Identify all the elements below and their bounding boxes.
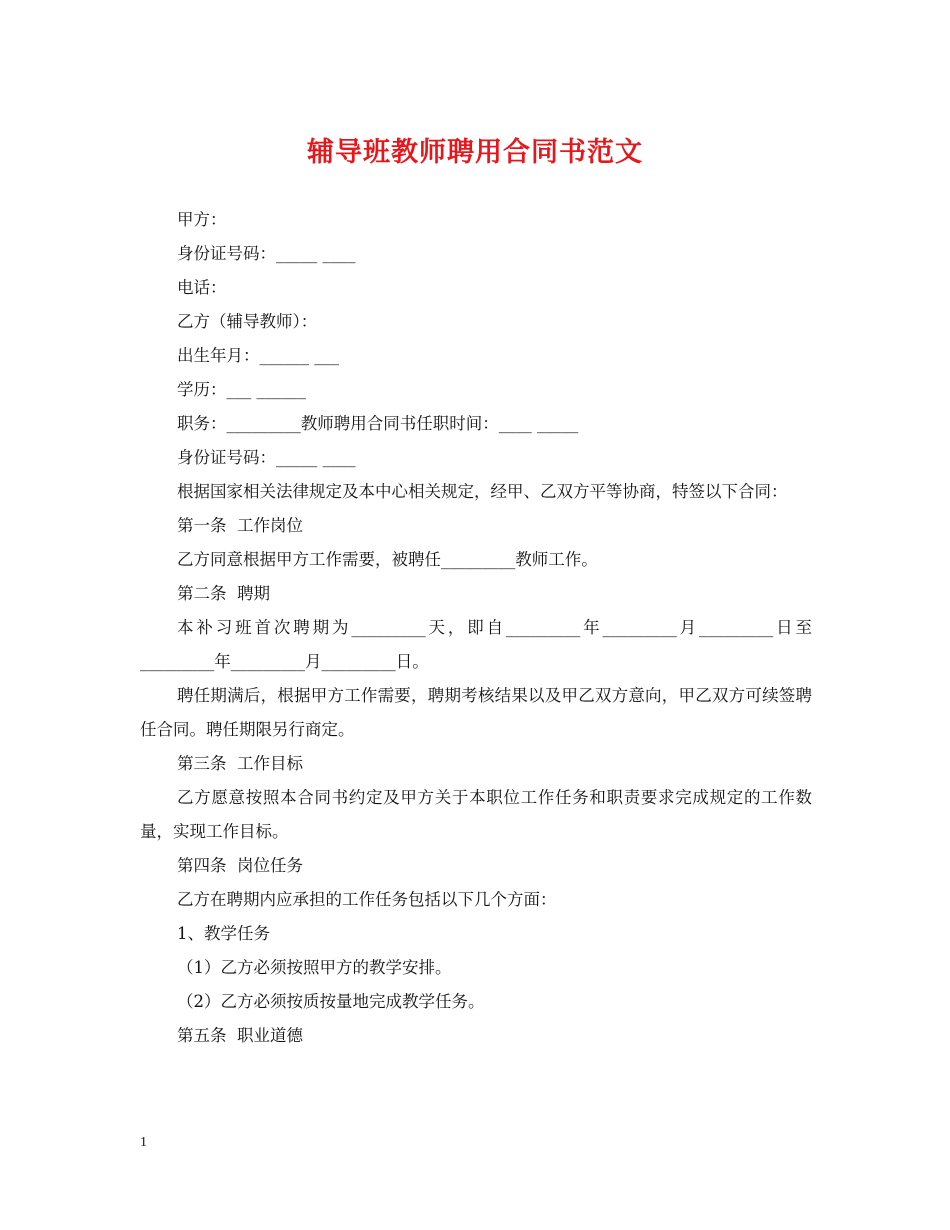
article-1-heading: 第一条 工作岗位 [177, 516, 303, 535]
teaching-task-heading: 1、教学任务 [177, 924, 270, 943]
party-b-line: 乙方（辅导教师）： [177, 312, 318, 331]
preamble-paragraph: 根据国家相关法律规定及本中心相关规定，经甲、乙双方平等协商，特签以下合同： [177, 482, 788, 501]
article-3-heading: 第三条 工作目标 [177, 754, 303, 773]
teaching-task-item-1: （1）乙方必须按照甲方的教学安排。 [177, 958, 452, 977]
article-2-heading: 第二条 聘期 [177, 584, 270, 603]
page-number: 1 [140, 1135, 147, 1150]
party-b-id-line: 身份证号码：_____ ____ [177, 448, 356, 467]
article-4-heading: 第四条 岗位任务 [177, 856, 303, 875]
education-line: 学历：___ ______ [177, 380, 306, 399]
teaching-task-item-2: （2）乙方必须按质按量地完成教学任务。 [177, 992, 485, 1011]
article-4-paragraph: 乙方在聘期内应承担的工作任务包括以下几个方面： [177, 890, 557, 909]
article-2-renewal-paragraph: 聘任期满后，根据甲方工作需要，聘期考核结果以及甲乙双方意向，甲乙双方可续签聘任合同。聘任期限另行商定。 [140, 686, 812, 739]
document-title: 辅导班教师聘用合同书范文 [307, 137, 643, 168]
article-2-term-paragraph: 本补习班首次聘期为_________天，即自_________年_________月_________日至_________年_________月_________日。 [140, 618, 812, 671]
position-line: 职务：_________教师聘用合同书任职时间：____ _____ [177, 414, 579, 433]
party-a-id-line: 身份证号码：_____ ____ [177, 244, 356, 263]
article-5-heading: 第五条 职业道德 [177, 1026, 303, 1045]
document-body [140, 203, 812, 1053]
article-1-paragraph: 乙方同意根据甲方工作需要，被聘任_________教师工作。 [177, 550, 598, 569]
birth-date-line: 出生年月：______ ___ [177, 346, 339, 365]
party-a-line: 甲方： [177, 210, 227, 229]
party-a-phone-line: 电话： [177, 278, 227, 297]
article-3-paragraph: 乙方愿意按照本合同书约定及甲方关于本职位工作任务和职责要求完成规定的工作数量，实现工作目标。 [140, 788, 812, 841]
